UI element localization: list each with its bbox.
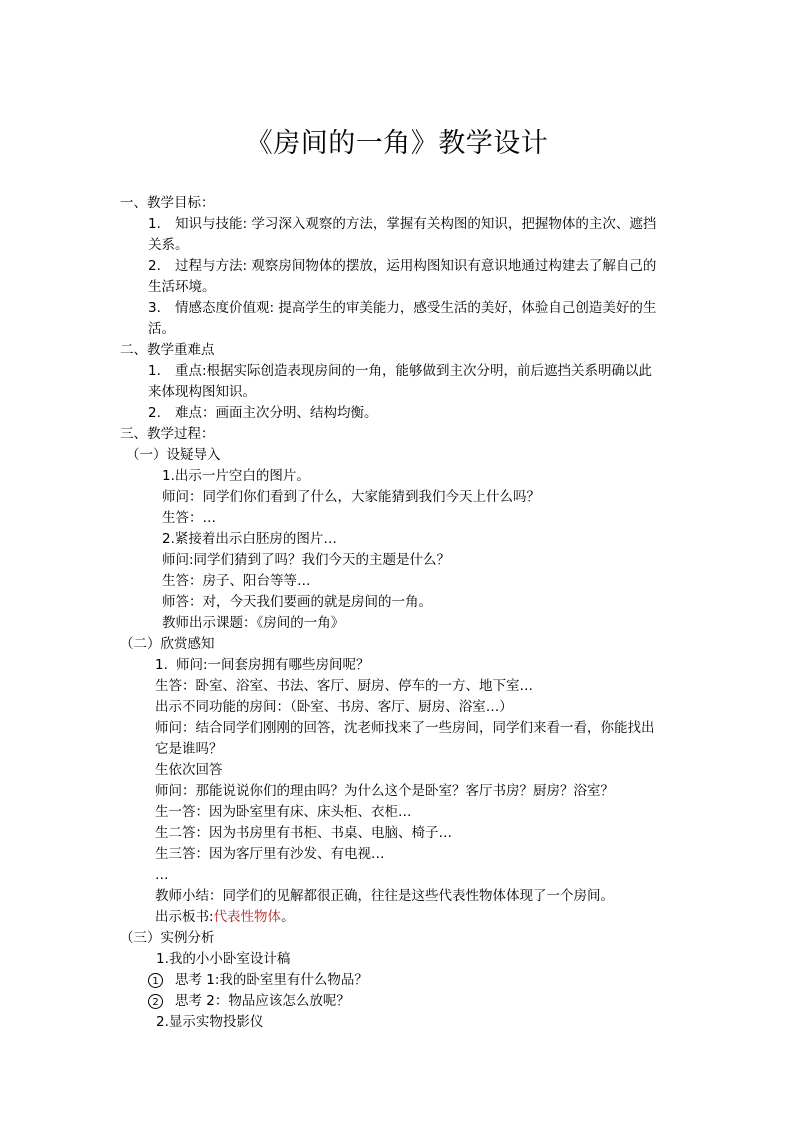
process-line: 出示不同功能的房间：（卧室、书房、客厅、厨房、浴室…） [155, 699, 513, 715]
think-item [148, 970, 368, 991]
list-number: 2. [148, 258, 161, 274]
list-number: 1. [155, 657, 168, 673]
process-line: 师答：对，今天我们要画的就是房间的一角。 [162, 594, 432, 610]
process-line: 师问：结合同学们刚刚的回答，沈老师找来了一些房间，同学们来看一看，你能找出 [155, 720, 655, 736]
process-line: 教师出示课题：《房间的一角》 [162, 615, 345, 631]
section-heading-process: 三、教学过程： [120, 426, 215, 442]
process-line: 师问:同学们猜到了吗？我们今天的主题是什么？ [162, 552, 451, 568]
list-item-text: 知识与技能: 学习深入观察的方法，掌握有关构图的知识，把握物体的主次、遮挡 [175, 216, 657, 232]
list-item-text: 关系。 [148, 237, 189, 253]
process-line: 生一答：因为卧室里有床、床头柜、衣柜… [155, 804, 412, 820]
subsection-heading-examples: （三）实例分析 [120, 930, 215, 946]
list-item-text: 情感态度价值观: 提高学生的审美能力，感受生活的美好，体验自己创造美好的生 [175, 300, 657, 316]
list-number: 1. [148, 216, 161, 232]
process-line: 生三答：因为客厅里有沙发、有电视… [155, 846, 385, 862]
process-line: 生答：卧室、浴室、书法、客厅、厨房、停车的一方、地下室… [155, 678, 533, 694]
think-text: 思考 2：物品应该怎么放呢？ [175, 993, 350, 1009]
process-line: … [155, 867, 169, 883]
list-item-text: 来体现构图知识。 [148, 384, 256, 400]
process-line: 生答：房子、阳台等等… [162, 573, 311, 589]
list-number: 2. [148, 405, 161, 421]
board-note-highlight: 代表性物体 [213, 909, 282, 925]
process-line: 生二答：因为书房里有书柜、书桌、电脑、椅子… [155, 825, 452, 841]
circled-number-marker: 2 [148, 994, 163, 1009]
section-heading-key-points: 二、教学重难点 [120, 342, 215, 358]
board-note-prefix: 出示板书: [155, 909, 214, 925]
process-line: 2.显示实物投影仪 [156, 1014, 264, 1030]
process-line: 它是谁吗？ [155, 741, 223, 757]
list-item-text: 生活环境。 [148, 279, 216, 295]
circled-number-marker: 1 [148, 973, 163, 988]
process-line: 2.紧接着出示白胚房的图片… [162, 531, 337, 547]
process-line: 生答：… [162, 510, 216, 526]
list-item-text: 重点:根据实际创造表现房间的一角，能够做到主次分明，前后遮挡关系明确以此 [175, 363, 653, 379]
list-number: 3. [148, 300, 161, 316]
process-line: 1.我的小小卧室设计稿 [156, 951, 291, 967]
think-text: 思考 1:我的卧室里有什么物品？ [175, 972, 368, 988]
think-item [148, 991, 350, 1012]
process-line: 生依次回答 [155, 762, 223, 778]
page-title: 《房间的一角》教学设计 [245, 128, 549, 159]
board-note-suffix: 。 [281, 909, 295, 925]
list-item-text: 难点：画面主次分明、结构均衡。 [175, 405, 378, 421]
section-heading-objectives: 一、教学目标： [120, 195, 215, 211]
subsection-heading-intro: （一）设疑导入 [126, 447, 221, 463]
list-item-text: 过程与方法: 观察房间物体的摆放，运用构图知识有意识地通过构建去了解自己的 [175, 258, 657, 274]
process-line: 师问：那能说说你们的理由吗？为什么这个是卧室？客厅书房？厨房？浴室？ [155, 783, 614, 799]
process-line: 师问：同学们你们看到了什么，大家能猜到我们今天上什么吗？ [162, 489, 540, 505]
list-number: 1. [148, 363, 161, 379]
process-line: 师问:一间套房拥有哪些房间呢？ [176, 657, 370, 673]
process-line: 1.出示一片空白的图片。 [162, 468, 310, 484]
subsection-heading-appreciation: （二）欣赏感知 [120, 636, 215, 652]
board-note-line [155, 907, 295, 928]
list-item-text: 活。 [148, 321, 175, 337]
process-line: 教师小结：同学们的见解都很正确，往往是这些代表性物体体现了一个房间。 [155, 888, 614, 904]
